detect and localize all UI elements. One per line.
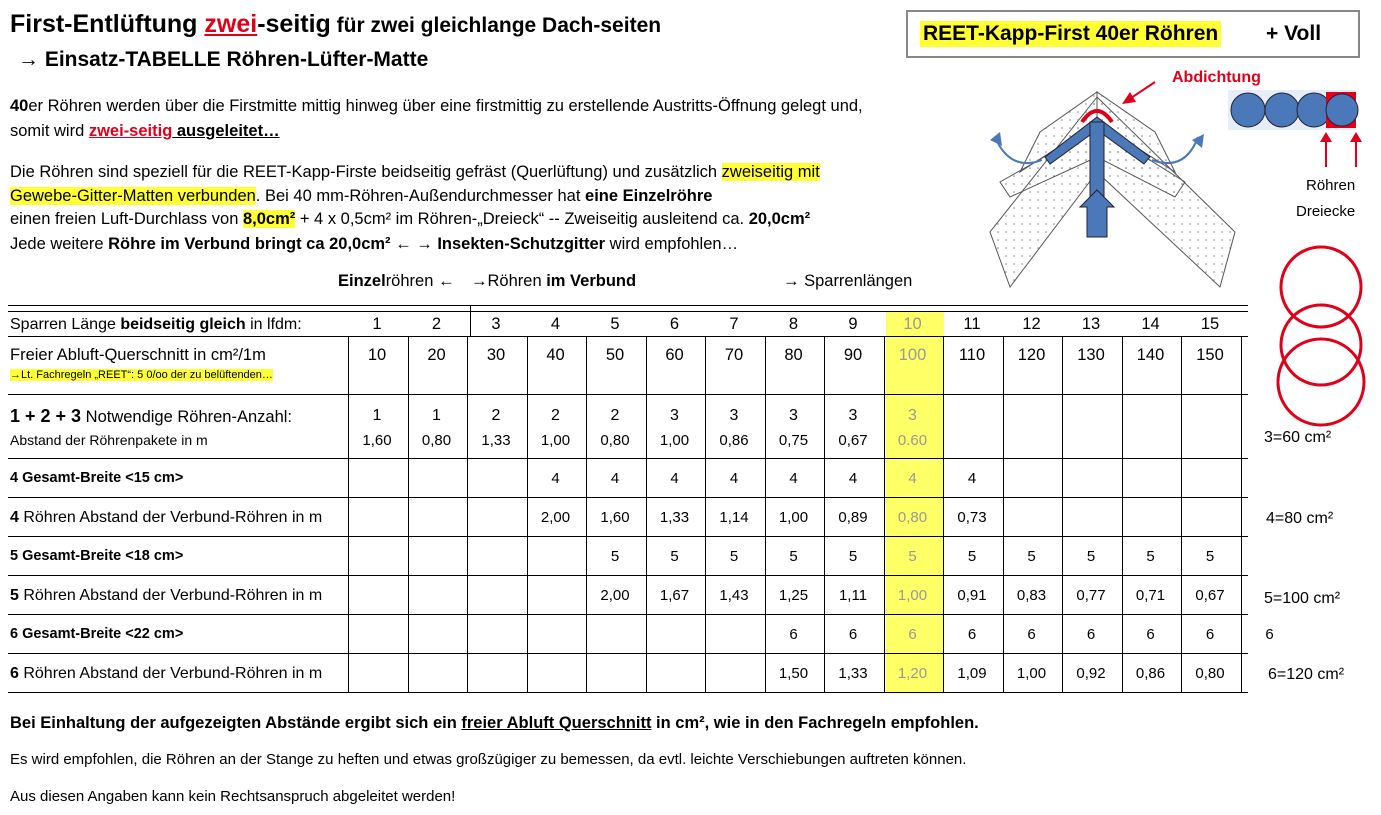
intro-bold: Insekten-Schutzgitter (437, 235, 606, 253)
header-einzel (338, 272, 454, 291)
header-bold: Einzel (338, 272, 386, 290)
intro-p4 (10, 233, 738, 256)
row-label-bold: 1 + 2 + 3 (10, 406, 82, 426)
querschnitt-cell: 90 (843, 346, 863, 364)
intro-highlight: 8,0cm² (242, 210, 296, 228)
r5-cell: 5 (1086, 548, 1096, 565)
intro-bold: 40 (10, 97, 29, 115)
row-label-bold: 4 (10, 509, 19, 526)
summary-5: 5=100 cm² (1264, 590, 1341, 607)
row6b-label (10, 665, 322, 683)
column-line (408, 336, 409, 692)
title-part: -seitig (257, 10, 331, 38)
anzahl-cell: 2 (491, 407, 501, 424)
r5b-cell: 0,91 (957, 587, 987, 604)
r6b-cell: 1,20 (897, 665, 928, 682)
ring-circles (1278, 247, 1364, 425)
r5-cell: 5 (610, 548, 620, 565)
r5b-cell: 1,00 (897, 587, 928, 604)
querschnitt-cell: 30 (486, 346, 506, 364)
r5-cell: 5 (1027, 548, 1036, 565)
intro-highlight: Gewebe-Gitter-Matten verbunden (10, 187, 256, 205)
r6-cell: 6 (1086, 626, 1096, 643)
r5b-cell: 1,43 (719, 587, 749, 604)
intro-text: + 4 x 0,5cm² im Röhren-„Dreieck“ -- Zweiseitig ausleitend ca. (295, 210, 749, 228)
abstand-cell: 0,86 (719, 432, 749, 449)
r5b-cell: 2,00 (600, 587, 630, 604)
title-part: First-Entlüftung (10, 10, 205, 38)
r4b-cell: 0,73 (957, 509, 987, 526)
intro-p1 (10, 95, 863, 118)
summary-6: 6=120 cm² (1268, 666, 1345, 683)
r5-cell: 5 (1146, 548, 1155, 565)
footer-text: in cm², wie in den Fachregeln empfohlen. (651, 714, 979, 732)
r6b-cell: 0,80 (1195, 665, 1225, 682)
r5-cell: 5 (908, 548, 917, 565)
r6b-cell: 1,33 (838, 665, 868, 682)
intro-p1b (10, 120, 280, 143)
title-sub: für zwei gleichlange Dach-seiten (330, 14, 662, 37)
arrow-icon: ← → (390, 235, 438, 253)
row-label-text: Röhren Abstand der Verbund-Röhren in m (18, 665, 323, 682)
intro-bold: Röhre im Verbund bringt ca 20,0cm² (108, 235, 391, 253)
intro-text: somit wird (10, 122, 89, 140)
footer-note: Es wird empfohlen, die Röhren an der Stange zu heften und etwas großzügiger zu bemessen, da evtl. leichte Verschiebungen auftreten können. (10, 751, 967, 768)
querschnitt-cell: 60 (665, 346, 684, 364)
r4b-cell: 0,80 (897, 509, 928, 526)
sparren-cell: 7 (729, 315, 739, 333)
r4-cell: 4 (967, 470, 977, 487)
querschnitt-cell: 100 (898, 346, 927, 364)
r6-cell: 6 (967, 626, 977, 643)
intro-text: er Röhren werden über die Firstmitte mittig hinweg über eine firstmittig zu erstellende Austritts-Öffnung gelegt und, (28, 97, 863, 115)
row4b-label (10, 509, 322, 527)
abstand-cell: 0,75 (778, 432, 809, 449)
rule (8, 311, 1248, 312)
r5b-cell: 1,11 (838, 587, 868, 604)
intro-text: . Bei 40 mm-Röhren-Außendurchmesser hat (255, 187, 586, 205)
anzahl-cell: 3 (848, 407, 858, 424)
r6b-cell: 1,09 (957, 665, 987, 682)
triangle-arrows (1320, 132, 1362, 167)
r6b-cell: 1,50 (778, 665, 809, 682)
sparren-cell: 1 (372, 315, 382, 333)
r4b-cell: 0,89 (838, 509, 868, 526)
anzahl-cell: 2 (551, 407, 560, 424)
abstand-cell: 1,33 (481, 432, 511, 449)
querschnitt-cell: 140 (1136, 346, 1165, 364)
r4b-cell: 1,33 (659, 509, 690, 526)
header-bold: im Verbund (546, 272, 637, 290)
r5b-cell: 0,83 (1016, 587, 1047, 604)
querschnitt-cell: 150 (1196, 346, 1224, 364)
intro-text: Jede weitere (10, 235, 109, 253)
abdichtung-label: Abdichtung (1172, 69, 1261, 86)
querschnitt-cell: 10 (367, 346, 387, 364)
r5-cell: 5 (848, 548, 858, 565)
anzahl-cell: 1 (432, 407, 441, 424)
anzahl-cell: 3 (789, 407, 798, 424)
abstand-cell: 0,80 (421, 432, 452, 449)
r4-cell: 4 (848, 470, 858, 487)
badge-highlight: REET-Kapp-First 40er Röhren (920, 21, 1221, 47)
row-label-text: Notwendige Röhren-Anzahl: (81, 408, 293, 426)
anzahl-cell: 3 (670, 407, 679, 424)
r5b-cell: 1,25 (778, 587, 809, 604)
rule (8, 305, 1248, 306)
intro-text: Die Röhren sind speziell für die REET-Kapp-Firste beidseitig gefräst (Querlüftung) und zusätzlich (10, 163, 722, 181)
header-text: →Röhren (471, 272, 547, 290)
dreiecke-label: Dreiecke (1296, 203, 1356, 220)
einsatz-table (8, 272, 1274, 692)
abdichtung-arrow (1122, 82, 1155, 104)
r5-cell: 5 (967, 548, 977, 565)
intro-p2 (10, 161, 820, 184)
sparren-cell: 12 (1022, 315, 1041, 333)
row-label-bold: beidseitig gleich (120, 316, 246, 333)
sparren-cell: 3 (491, 315, 501, 333)
summary-4: 4=80 cm² (1266, 510, 1334, 527)
querschnitt-cell: 80 (784, 346, 803, 364)
tube-cross-section (1228, 90, 1358, 130)
intro-red: zwei-seitig (88, 122, 173, 140)
row-querschnitt-label: Freier Abluft-Querschnitt in cm²/1m (10, 346, 266, 364)
row-sparren-label (10, 316, 302, 334)
r6-cell: 6 (1146, 626, 1155, 643)
r6-cell: 6 (1027, 626, 1036, 643)
r4b-cell: 2,00 (540, 509, 571, 526)
anzahl-cell: 3 (908, 407, 917, 424)
row-label-text: Röhren Abstand der Verbund-Röhren in m (18, 509, 323, 526)
anzahl-cell: 1 (372, 407, 382, 424)
r5-cell: 5 (1205, 548, 1215, 565)
footer-disclaimer: Aus diesen Angaben kann kein Rechtsanspruch abgeleitet werden! (10, 788, 456, 805)
r5b-cell: 1,67 (659, 587, 690, 604)
r4-cell: 4 (610, 470, 620, 487)
intro-bold: eine Einzelröhre (585, 187, 713, 205)
row5b-label (10, 587, 322, 605)
querschnitt-cell: 40 (546, 346, 565, 364)
sparren-cell: 11 (963, 315, 981, 333)
r4-cell: 4 (789, 470, 798, 487)
querschnitt-cell: 120 (1017, 346, 1046, 364)
sparren-cell: 6 (669, 315, 680, 333)
querschnitt-cell: 70 (724, 346, 744, 364)
column-line (348, 336, 349, 692)
row-label-text: Röhren Abstand der Verbund-Röhren in m (18, 587, 323, 604)
header-text: röhren ← (385, 272, 455, 290)
querschnitt-cell: 20 (427, 346, 446, 364)
intro-bold: ausgeleitet… (172, 122, 280, 140)
row6-label: 6 Gesamt-Breite <22 cm> (10, 626, 184, 642)
abstand-cell: 0,80 (600, 432, 630, 449)
header-verbund (471, 272, 636, 291)
sparren-cell: 15 (1200, 315, 1220, 333)
r5-cell: 5 (670, 548, 679, 565)
r6-cell: 6 (908, 626, 917, 643)
summary-3: 3=60 cm² (1264, 429, 1332, 446)
r6-cell: 6 (1205, 626, 1215, 643)
intro-highlight: zweiseitig mit (721, 163, 820, 181)
r4b-cell: 1,60 (600, 509, 630, 526)
sparren-cell: 14 (1141, 315, 1160, 333)
row-label-text: in lfdm: (245, 316, 302, 333)
querschnitt-cell: 130 (1077, 346, 1105, 364)
r6b-cell: 1,00 (1016, 665, 1047, 682)
anzahl-cell: 2 (610, 407, 620, 424)
column-line (467, 336, 468, 692)
badge-tail: + Voll (1266, 22, 1322, 45)
abstand-cell: 1,00 (540, 432, 571, 449)
roehren-label: Röhren (1306, 177, 1356, 194)
header-sparren: → Sparrenlängen (783, 272, 913, 290)
row-label-text: Sparren Länge (10, 316, 121, 333)
querschnitt-cell: 50 (605, 346, 625, 364)
row5-label: 5 Gesamt-Breite <18 cm> (10, 548, 184, 564)
abstand-cell: 0.60 (897, 432, 928, 449)
r6-cell: 6 (848, 626, 858, 643)
row-abstand-label: Abstand der Röhrenpakete in m (10, 432, 208, 448)
intro-text: einen freien Luft-Durchlass von (10, 210, 243, 228)
r6b-cell: 0,86 (1135, 665, 1166, 682)
row4-label: 4 Gesamt-Breite <15 cm> (10, 470, 184, 486)
r5-cell: 5 (789, 548, 798, 565)
anzahl-cell: 3 (729, 407, 739, 424)
row-label-bold: 5 (10, 587, 19, 604)
sparren-cell: 4 (550, 315, 561, 333)
abstand-cell: 1,00 (659, 432, 690, 449)
title-red-part: zwei (204, 10, 258, 38)
row-label-bold: 6 (10, 665, 19, 682)
intro-p3 (10, 208, 810, 231)
r4-cell: 4 (670, 470, 679, 487)
r5b-cell: 0,67 (1195, 587, 1225, 604)
querschnitt-cell: 110 (958, 346, 986, 364)
r5-cell: 5 (729, 548, 739, 565)
row-querschnitt-note: →Lt. Fachregeln „REET“: 5 0/oo der zu belüftenden… (10, 369, 273, 381)
intro-bold: 20,0cm² (748, 210, 811, 228)
r4-cell: 4 (729, 470, 739, 487)
rule (8, 692, 1248, 693)
r4-cell: 4 (908, 470, 917, 487)
r4b-cell: 1,00 (778, 509, 809, 526)
footer-main (10, 714, 979, 733)
r6b-cell: 0,92 (1076, 665, 1106, 682)
intro-p2b (10, 185, 712, 208)
abstand-cell: 1,60 (362, 432, 392, 449)
r5b-cell: 0,77 (1076, 587, 1106, 604)
sparren-cell: 9 (848, 315, 858, 333)
row-anzahl-label (10, 406, 292, 427)
footer-underlined: freier Abluft Querschnitt (461, 714, 652, 732)
r4b-cell: 1,14 (719, 509, 749, 526)
r6-cell: 6 (1265, 626, 1274, 643)
sparren-cell: 2 (431, 315, 442, 333)
sparren-cell: 13 (1081, 315, 1101, 333)
subtitle: → Einsatz-TABELLE Röhren-Lüfter-Matte (18, 48, 429, 71)
page-title (10, 10, 661, 39)
sparren-cell: 10 (903, 315, 922, 333)
sparren-cell: 5 (610, 315, 620, 333)
r4-cell: 4 (551, 470, 560, 487)
r5b-cell: 0,71 (1135, 587, 1166, 604)
sparren-cell: 8 (788, 315, 799, 333)
abstand-cell: 0,67 (838, 432, 868, 449)
footer-text: Bei Einhaltung der aufgezeigten Abstände ergibt sich ein (10, 714, 462, 732)
product-badge (906, 10, 1360, 58)
r6-cell: 6 (789, 626, 798, 643)
intro-text: wird empfohlen… (605, 235, 739, 253)
